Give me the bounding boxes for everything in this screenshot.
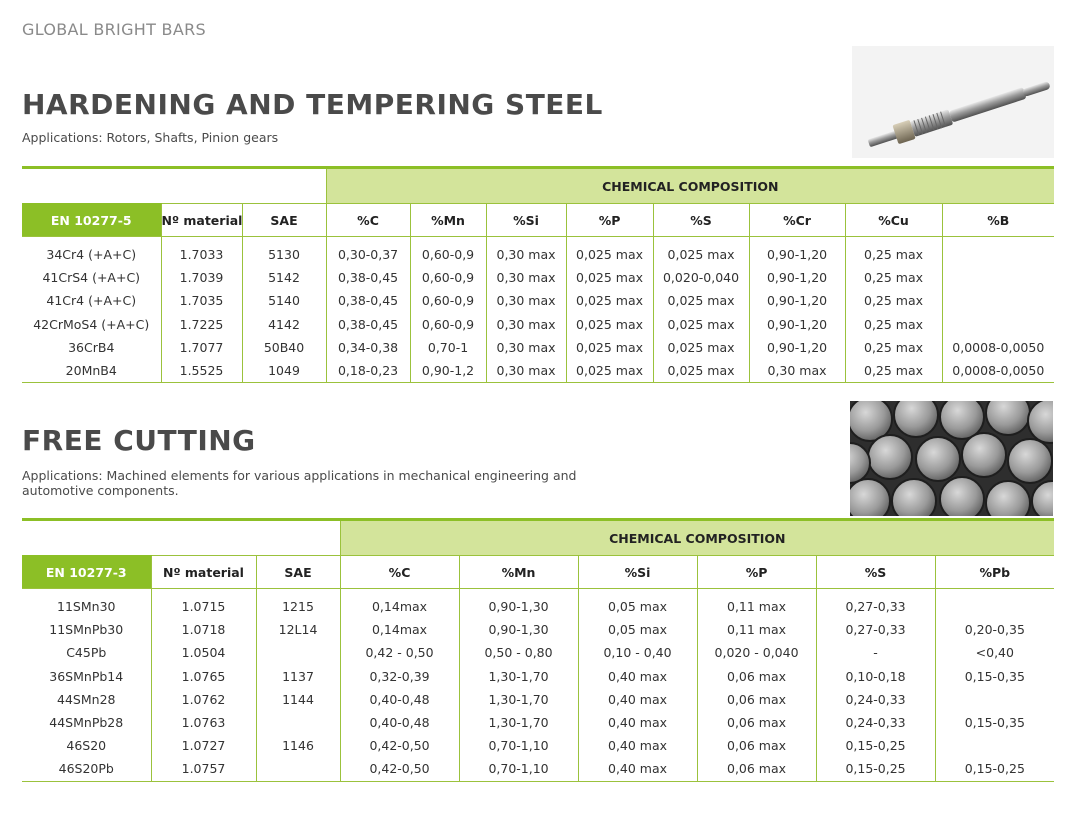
chem-header-row bbox=[22, 520, 1054, 556]
cell: 50B40 bbox=[242, 336, 326, 359]
cell: 0,15-0,35 bbox=[935, 711, 1054, 734]
col-si: %Si bbox=[578, 556, 697, 589]
cell: 0,025 max bbox=[653, 359, 749, 383]
cell: 41Cr4 (+A+C) bbox=[46, 293, 137, 309]
cell bbox=[935, 595, 1054, 618]
cell: 0,0008-0,0050 bbox=[942, 359, 1054, 383]
cell: 0,90-1,20 bbox=[749, 336, 845, 359]
cell: 0,25 max bbox=[845, 243, 942, 266]
cell: 0,40 max bbox=[578, 757, 697, 781]
cell: 0,11 max bbox=[697, 595, 816, 618]
cell: 0,025 max bbox=[566, 243, 653, 266]
cell bbox=[256, 757, 340, 781]
cell: 0,025 max bbox=[653, 289, 749, 312]
cell: 44SMnPb28 bbox=[49, 715, 124, 731]
cell: 0,06 max bbox=[697, 665, 816, 688]
chem-header-row bbox=[22, 168, 1054, 204]
cell: 0,24-0,33 bbox=[816, 711, 935, 734]
col-standard: EN 10277-5 bbox=[22, 204, 161, 237]
cell: 0,20-0,35 bbox=[935, 618, 1054, 641]
cell: 1.0763 bbox=[151, 711, 256, 734]
cell: 0,70-1,10 bbox=[459, 757, 578, 781]
cell: 0,30 max bbox=[486, 336, 566, 359]
cell: 0,40-0,48 bbox=[340, 688, 459, 711]
cell: 0,025 max bbox=[566, 289, 653, 312]
cell: 0,18-0,23 bbox=[326, 359, 410, 383]
col-cr: %Cr bbox=[749, 204, 845, 237]
col-material-number: Nº material bbox=[161, 204, 242, 237]
cell: 0,70-1 bbox=[410, 336, 486, 359]
cell: 0,42-0,50 bbox=[340, 757, 459, 781]
cell: 0,25 max bbox=[845, 359, 942, 383]
table-row bbox=[22, 618, 1054, 641]
cell: 1.0727 bbox=[151, 734, 256, 757]
table-row bbox=[22, 757, 1054, 781]
cell: 0,30 max bbox=[486, 266, 566, 289]
cell: 0,025 max bbox=[653, 336, 749, 359]
cell bbox=[256, 641, 340, 664]
cell: 1.0757 bbox=[151, 757, 256, 781]
cell: 0,15-0,25 bbox=[816, 734, 935, 757]
cell: 0,025 max bbox=[653, 313, 749, 336]
cell: 1215 bbox=[256, 595, 340, 618]
col-mn: %Mn bbox=[410, 204, 486, 237]
col-s: %S bbox=[653, 204, 749, 237]
col-c: %C bbox=[326, 204, 410, 237]
cell: 0,30 max bbox=[749, 359, 845, 383]
cell: 1144 bbox=[256, 688, 340, 711]
cell: 0,30 max bbox=[486, 243, 566, 266]
cell: 1049 bbox=[242, 359, 326, 383]
cell: 0,025 max bbox=[566, 359, 653, 383]
cell: 0,90-1,20 bbox=[749, 313, 845, 336]
cell: 0,05 max bbox=[578, 595, 697, 618]
table-row bbox=[22, 266, 1054, 289]
col-cu: %Cu bbox=[845, 204, 942, 237]
cell: 0,90-1,2 bbox=[410, 359, 486, 383]
cell: 34Cr4 (+A+C) bbox=[46, 247, 137, 263]
cell: 0,38-0,45 bbox=[326, 313, 410, 336]
cell: 0,90-1,30 bbox=[459, 618, 578, 641]
cell: 0,14max bbox=[340, 595, 459, 618]
cell: 0,90-1,20 bbox=[749, 289, 845, 312]
table-row bbox=[22, 313, 1054, 336]
cell: 0,25 max bbox=[845, 336, 942, 359]
cell: 0,40 max bbox=[578, 734, 697, 757]
brand-name: GLOBAL BRIGHT BARS bbox=[22, 20, 206, 39]
table-row bbox=[22, 359, 1054, 383]
col-material-number: Nº material bbox=[151, 556, 256, 589]
cell: 5142 bbox=[242, 266, 326, 289]
cell: 1.0715 bbox=[151, 595, 256, 618]
cell: 4142 bbox=[242, 313, 326, 336]
col-si: %Si bbox=[486, 204, 566, 237]
steel-bars-image bbox=[850, 401, 1053, 516]
table-row bbox=[22, 711, 1054, 734]
cell: 0,025 max bbox=[566, 313, 653, 336]
cell: 0,60-0,9 bbox=[410, 313, 486, 336]
cell: 42CrMoS4 (+A+C) bbox=[33, 316, 150, 332]
cell bbox=[942, 243, 1054, 266]
col-mn: %Mn bbox=[459, 556, 578, 589]
table-row bbox=[22, 336, 1054, 359]
cell: 0,38-0,45 bbox=[326, 266, 410, 289]
cell: 1.0718 bbox=[151, 618, 256, 641]
cell: 1137 bbox=[256, 665, 340, 688]
cell: 46S20Pb bbox=[22, 757, 151, 781]
cell: 0,42 - 0,50 bbox=[340, 641, 459, 664]
cell: 0,24-0,33 bbox=[816, 688, 935, 711]
cell: 0,15-0,35 bbox=[935, 665, 1054, 688]
col-p: %P bbox=[697, 556, 816, 589]
cell bbox=[935, 734, 1054, 757]
cell: 1146 bbox=[256, 734, 340, 757]
cell bbox=[935, 688, 1054, 711]
cell: 1.7077 bbox=[161, 336, 242, 359]
column-header-row bbox=[22, 556, 1054, 589]
cell: 0,38-0,45 bbox=[326, 289, 410, 312]
cell: 0,30 max bbox=[486, 359, 566, 383]
cell: 0,25 max bbox=[845, 313, 942, 336]
table-row bbox=[22, 665, 1054, 688]
cell: 1.0762 bbox=[151, 688, 256, 711]
cell: 0,27-0,33 bbox=[816, 618, 935, 641]
cell: 0,025 max bbox=[566, 336, 653, 359]
cell: 0,06 max bbox=[697, 757, 816, 781]
cell: 1.0504 bbox=[151, 641, 256, 664]
section-applications-free-cutting: Applications: Machined elements for various applications in mechanical engineering and automotive components. bbox=[22, 468, 577, 498]
cell: 1,30-1,70 bbox=[459, 665, 578, 688]
cell: 0,10-0,18 bbox=[816, 665, 935, 688]
cell: 1,30-1,70 bbox=[459, 688, 578, 711]
table-row bbox=[22, 734, 1054, 757]
cell: 20MnB4 bbox=[22, 359, 161, 383]
column-header-row bbox=[22, 204, 1054, 237]
cell: 0,06 max bbox=[697, 688, 816, 711]
section-title-hardening: HARDENING AND TEMPERING STEEL bbox=[22, 88, 603, 121]
cell: 0,32-0,39 bbox=[340, 665, 459, 688]
cell: 0,30 max bbox=[486, 313, 566, 336]
chemical-composition-header: CHEMICAL COMPOSITION bbox=[326, 168, 1054, 204]
glow-plug-image bbox=[852, 46, 1054, 158]
cell: 1,30-1,70 bbox=[459, 711, 578, 734]
cell bbox=[256, 711, 340, 734]
section-title-free-cutting: FREE CUTTING bbox=[22, 424, 256, 457]
cell: 0,06 max bbox=[697, 711, 816, 734]
chemical-composition-header: CHEMICAL COMPOSITION bbox=[340, 520, 1054, 556]
cell: 11SMnPb30 bbox=[49, 622, 124, 638]
cell: 0,40 max bbox=[578, 688, 697, 711]
cell: 0,06 max bbox=[697, 734, 816, 757]
cell: 0,25 max bbox=[845, 289, 942, 312]
cell: 1.0765 bbox=[151, 665, 256, 688]
cell: 0,60-0,9 bbox=[410, 266, 486, 289]
cell: 0,30 max bbox=[486, 289, 566, 312]
cell: - bbox=[816, 641, 935, 664]
cell: 5140 bbox=[242, 289, 326, 312]
col-c: %C bbox=[340, 556, 459, 589]
cell: 0,70-1,10 bbox=[459, 734, 578, 757]
cell: 36CrB4 bbox=[68, 339, 115, 355]
cell: 0,60-0,9 bbox=[410, 243, 486, 266]
cell: 46S20 bbox=[66, 738, 107, 754]
cell: 0,30-0,37 bbox=[326, 243, 410, 266]
table-row bbox=[22, 595, 1054, 618]
col-b: %B bbox=[942, 204, 1054, 237]
cell: 0,90-1,30 bbox=[459, 595, 578, 618]
cell: 1.7039 bbox=[161, 266, 242, 289]
table-row bbox=[22, 641, 1054, 664]
cell: 41CrS4 (+A+C) bbox=[42, 270, 141, 286]
cell: 0,50 - 0,80 bbox=[459, 641, 578, 664]
cell: 0,40-0,48 bbox=[340, 711, 459, 734]
cell: 0,0008-0,0050 bbox=[942, 336, 1054, 359]
cell: 0,42-0,50 bbox=[340, 734, 459, 757]
cell bbox=[942, 266, 1054, 289]
cell bbox=[942, 289, 1054, 312]
cell: 0,020-0,040 bbox=[653, 266, 749, 289]
cell: 36SMnPb14 bbox=[49, 668, 124, 684]
cell: 12L14 bbox=[256, 618, 340, 641]
table-row bbox=[22, 289, 1054, 312]
cell: 1.5525 bbox=[161, 359, 242, 383]
cell: 0,27-0,33 bbox=[816, 595, 935, 618]
cell: 0,14max bbox=[340, 618, 459, 641]
cell: 1.7035 bbox=[161, 289, 242, 312]
cell: 44SMn28 bbox=[57, 691, 116, 707]
section-applications-hardening: Applications: Rotors, Shafts, Pinion gears bbox=[22, 130, 279, 145]
hardening-steel-table bbox=[22, 166, 1054, 383]
cell: 0,025 max bbox=[566, 266, 653, 289]
cell: 0,60-0,9 bbox=[410, 289, 486, 312]
free-cutting-table bbox=[22, 518, 1054, 782]
cell: 0,05 max bbox=[578, 618, 697, 641]
cell: 0,34-0,38 bbox=[326, 336, 410, 359]
cell: <0,40 bbox=[935, 641, 1054, 664]
cell: 11SMn30 bbox=[57, 599, 116, 615]
cell: 0,025 max bbox=[653, 243, 749, 266]
cell: 0,90-1,20 bbox=[749, 266, 845, 289]
cell: 0,40 max bbox=[578, 711, 697, 734]
col-pb: %Pb bbox=[935, 556, 1054, 589]
col-sae: SAE bbox=[242, 204, 326, 237]
cell bbox=[942, 313, 1054, 336]
cell: 0,15-0,25 bbox=[935, 757, 1054, 781]
table-row bbox=[22, 243, 1054, 266]
cell: 0,15-0,25 bbox=[816, 757, 935, 781]
cell: 0,40 max bbox=[578, 665, 697, 688]
cell: 1.7225 bbox=[161, 313, 242, 336]
table-row bbox=[22, 688, 1054, 711]
cell: 0,10 - 0,40 bbox=[578, 641, 697, 664]
cell: C45Pb bbox=[66, 645, 107, 661]
col-sae: SAE bbox=[256, 556, 340, 589]
col-standard: EN 10277-3 bbox=[22, 556, 151, 589]
cell: 0,90-1,20 bbox=[749, 243, 845, 266]
cell: 5130 bbox=[242, 243, 326, 266]
cell: 0,25 max bbox=[845, 266, 942, 289]
col-s: %S bbox=[816, 556, 935, 589]
cell: 1.7033 bbox=[161, 243, 242, 266]
cell: 0,11 max bbox=[697, 618, 816, 641]
col-p: %P bbox=[566, 204, 653, 237]
cell: 0,020 - 0,040 bbox=[697, 641, 816, 664]
